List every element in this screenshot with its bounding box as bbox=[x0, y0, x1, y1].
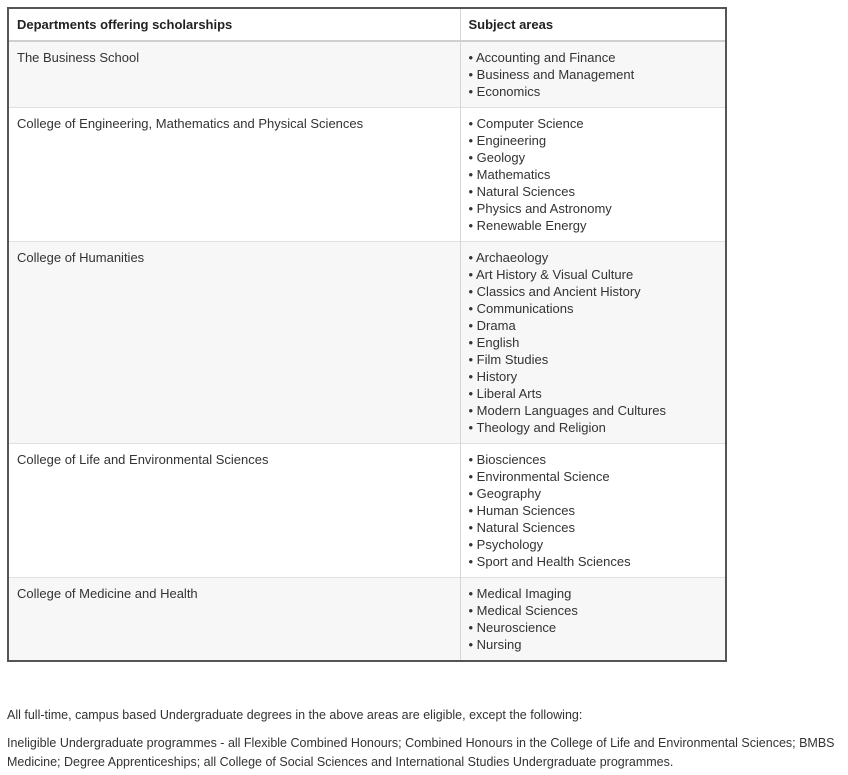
subject-list-item: • Psychology bbox=[469, 536, 718, 553]
subject-list bbox=[469, 451, 718, 570]
subject-areas-cell bbox=[460, 41, 725, 108]
subject-list-item: • Sport and Health Sciences bbox=[469, 553, 718, 570]
subject-list-item: • Mathematics bbox=[469, 166, 718, 183]
ineligible-programmes-note: Ineligible Undergraduate programmes - all Flexible Combined Honours; Combined Honours in the College of Life and Environmental Sciences; BMBS Medicine; Degree Apprenticeships; all College of Social Sciences and International Studies Undergraduate programmes. bbox=[7, 736, 835, 769]
scholarship-table-container bbox=[7, 7, 727, 662]
table-row bbox=[9, 41, 725, 108]
subject-areas-cell bbox=[460, 108, 725, 242]
subject-list-item: • Computer Science bbox=[469, 115, 718, 132]
subject-list-item: • Communications bbox=[469, 300, 718, 317]
subject-areas-cell bbox=[460, 242, 725, 444]
subject-list-item: • Physics and Astronomy bbox=[469, 200, 718, 217]
subject-list-item: • Film Studies bbox=[469, 351, 718, 368]
scholarship-table bbox=[9, 9, 725, 660]
table-row bbox=[9, 444, 725, 578]
subject-list bbox=[469, 115, 718, 234]
header-subject-areas: Subject areas bbox=[460, 9, 725, 41]
department-cell: The Business School bbox=[9, 41, 460, 108]
subject-list-item: • Drama bbox=[469, 317, 718, 334]
eligibility-note: All full-time, campus based Undergraduate degrees in the above areas are eligible, except the following: bbox=[7, 708, 583, 722]
subject-list-item: • Modern Languages and Cultures bbox=[469, 402, 718, 419]
subject-list bbox=[469, 249, 718, 436]
subject-list-item: • Medical Imaging bbox=[469, 585, 718, 602]
subject-list-item: • Human Sciences bbox=[469, 502, 718, 519]
subject-list-item: • Medical Sciences bbox=[469, 602, 718, 619]
table-row bbox=[9, 242, 725, 444]
subject-list-item: • English bbox=[469, 334, 718, 351]
subject-list-item: • Renewable Energy bbox=[469, 217, 718, 234]
table-body bbox=[9, 41, 725, 660]
subject-list-item: • Liberal Arts bbox=[469, 385, 718, 402]
subject-list-item: • Natural Sciences bbox=[469, 519, 718, 536]
department-cell: College of Humanities bbox=[9, 242, 460, 444]
table-header-row bbox=[9, 9, 725, 41]
subject-list bbox=[469, 585, 718, 653]
subject-areas-cell bbox=[460, 578, 725, 661]
subject-list-item: • Nursing bbox=[469, 636, 718, 653]
department-cell: College of Engineering, Mathematics and Physical Sciences bbox=[9, 108, 460, 242]
subject-list-item: • Theology and Religion bbox=[469, 419, 718, 436]
department-cell: College of Life and Environmental Sciences bbox=[9, 444, 460, 578]
subject-list bbox=[469, 49, 718, 100]
subject-list-item: • Geology bbox=[469, 149, 718, 166]
subject-list-item: • Environmental Science bbox=[469, 468, 718, 485]
subject-list-item: • Art History & Visual Culture bbox=[469, 266, 718, 283]
subject-list-item: • Classics and Ancient History bbox=[469, 283, 718, 300]
subject-list-item: • Biosciences bbox=[469, 451, 718, 468]
subject-list-item: • Geography bbox=[469, 485, 718, 502]
subject-list-item: • Engineering bbox=[469, 132, 718, 149]
subject-list-item: • Natural Sciences bbox=[469, 183, 718, 200]
header-departments: Departments offering scholarships bbox=[9, 9, 460, 41]
subject-list-item: • Accounting and Finance bbox=[469, 49, 718, 66]
subject-list-item: • Neuroscience bbox=[469, 619, 718, 636]
subject-areas-cell bbox=[460, 444, 725, 578]
department-cell: College of Medicine and Health bbox=[9, 578, 460, 661]
subject-list-item: • History bbox=[469, 368, 718, 385]
subject-list-item: • Business and Management bbox=[469, 66, 718, 83]
subject-list-item: • Economics bbox=[469, 83, 718, 100]
subject-list-item: • Archaeology bbox=[469, 249, 718, 266]
table-row bbox=[9, 578, 725, 661]
table-row bbox=[9, 108, 725, 242]
